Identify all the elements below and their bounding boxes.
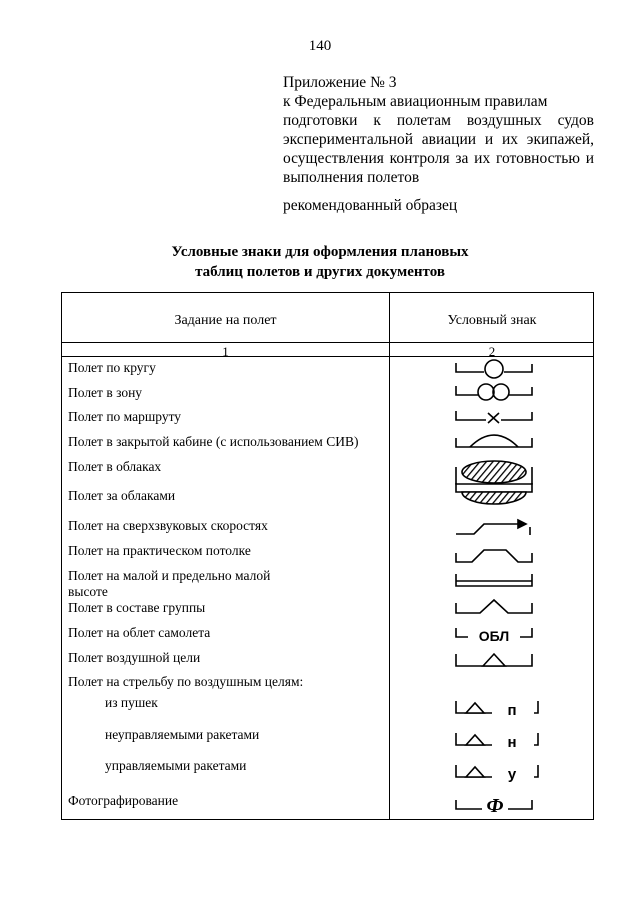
table-row-label: Полет по маршруту bbox=[68, 409, 182, 424]
table-row-label: Полет воздушной цели bbox=[68, 650, 201, 665]
table-row-label: из пушек bbox=[105, 695, 158, 710]
practical-ceiling-symbol-icon bbox=[454, 541, 534, 565]
page-number: 140 bbox=[308, 38, 332, 54]
appendix-line: к Федеральным авиационным правилам bbox=[283, 93, 548, 110]
double-circle-symbol-icon bbox=[454, 380, 534, 400]
table-row-label: Фотографирование bbox=[68, 793, 179, 808]
unguided-rocket-letter: н bbox=[507, 734, 517, 751]
obl-symbol-text: ОБЛ bbox=[478, 628, 510, 644]
table-row-label: Полет на стрельбу по воздушным целям: bbox=[68, 674, 304, 689]
appendix-line: выполнения полетов bbox=[283, 169, 420, 186]
table-row-label: Полет на облет самолета bbox=[68, 625, 211, 640]
table-row-label: Полет на малой и предельно малой высоте bbox=[68, 568, 271, 599]
table-row-label: неуправляемыми ракетами bbox=[105, 727, 260, 742]
table-row-label: Полет на сверхзвуковых скоростях bbox=[68, 518, 268, 533]
photography-symbol-icon bbox=[454, 791, 534, 815]
closed-cabin-symbol-icon bbox=[454, 429, 534, 451]
header-symbol: Условный знак bbox=[447, 313, 537, 328]
column-number: 2 bbox=[488, 344, 496, 359]
guided-rocket-symbol-icon bbox=[454, 759, 540, 783]
column-number: 1 bbox=[222, 344, 229, 359]
supersonic-symbol-icon bbox=[454, 515, 536, 539]
column-divider bbox=[389, 293, 390, 819]
symbols-table bbox=[61, 292, 594, 820]
air-target-symbol-icon bbox=[454, 648, 534, 670]
gun-fire-symbol-icon bbox=[454, 695, 540, 719]
document-title bbox=[0, 242, 640, 282]
gun-fire-letter: п bbox=[507, 702, 517, 719]
title-line: Условные знаки для оформления плановых bbox=[171, 244, 469, 260]
table-row-label: управляемыми ракетами bbox=[105, 758, 247, 773]
table-row-label: Полет в облаках bbox=[68, 459, 162, 474]
appendix-line: экспериментальной авиации и их экипажей, bbox=[283, 131, 594, 148]
obl-symbol-icon bbox=[454, 624, 534, 644]
appendix-note: рекомендованный образец bbox=[283, 197, 458, 214]
low-altitude-symbol-icon bbox=[454, 569, 534, 589]
route-cross-symbol-icon bbox=[454, 405, 534, 425]
photography-letter: Ф bbox=[486, 795, 504, 817]
group-flight-symbol-icon bbox=[454, 595, 534, 617]
circle-symbol-icon bbox=[454, 357, 534, 377]
table-row-label: Полет в зону bbox=[68, 385, 143, 400]
table-row-label: Полет на практическом потолке bbox=[68, 543, 251, 558]
appendix-line: подготовки к полетам воздушных судов bbox=[283, 112, 594, 129]
appendix-line: осуществления контроля за их готовностью и bbox=[283, 150, 594, 167]
table-row-label: Полет по кругу bbox=[68, 360, 156, 375]
title-line: таблиц полетов и других документов bbox=[195, 264, 445, 280]
header-task: Задание на полет bbox=[174, 313, 277, 328]
table-row-label: Полет в закрытой кабине (с использованием СИВ) bbox=[68, 434, 359, 449]
table-row-label: Полет в составе группы bbox=[68, 600, 206, 615]
unguided-rocket-symbol-icon bbox=[454, 727, 540, 751]
above-clouds-symbol-icon bbox=[452, 481, 536, 507]
header-divider bbox=[62, 342, 593, 343]
table-row-label: Полет за облаками bbox=[68, 488, 176, 503]
appendix-title: Приложение № 3 bbox=[283, 74, 397, 91]
guided-rocket-letter: у bbox=[507, 766, 517, 783]
